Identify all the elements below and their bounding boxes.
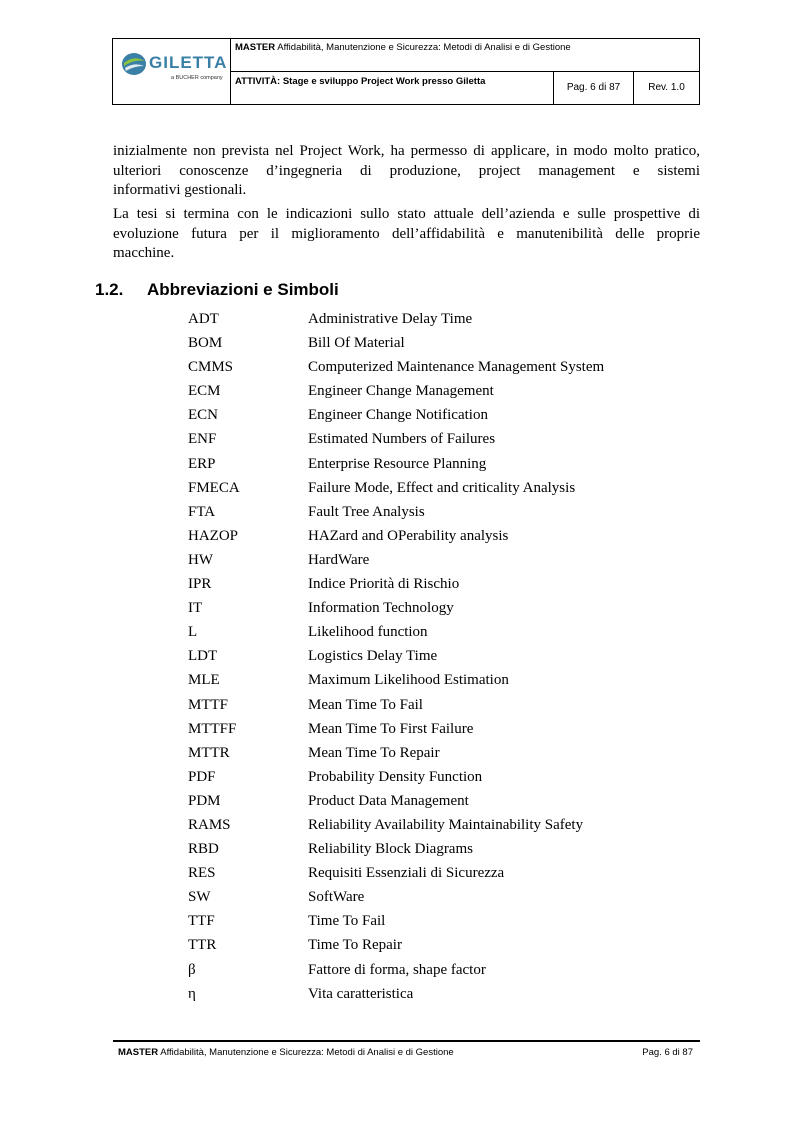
- abbreviation-definition: Estimated Numbers of Failures: [308, 431, 496, 448]
- footer-master-bold: MASTER: [118, 1047, 159, 1058]
- logo-cell: [113, 39, 231, 104]
- abbreviation-definition: Time To Fail: [308, 913, 386, 930]
- abbreviation-definition: Reliability Block Diagrams: [308, 841, 473, 858]
- abbreviation-term: FMECA: [188, 479, 240, 496]
- abbreviation-term: RBD: [188, 841, 219, 858]
- abbreviation-definition: Bill Of Material: [308, 335, 405, 352]
- abbreviation-row: [188, 767, 708, 791]
- paragraph-2-last-line: macchine.: [113, 245, 175, 261]
- abbreviation-row: [188, 405, 708, 429]
- abbreviation-definition: Engineer Change Notification: [308, 407, 488, 424]
- abbreviation-term: HAZOP: [188, 527, 239, 544]
- abbreviation-term: ENF: [188, 431, 217, 448]
- abbreviation-row: [188, 670, 708, 694]
- abbreviation-definition: Probability Density Function: [308, 768, 483, 785]
- abbreviation-row: [188, 333, 708, 357]
- abbreviation-term: ERP: [188, 455, 216, 472]
- abbreviation-row: [188, 381, 708, 405]
- abbreviation-row: [188, 960, 708, 984]
- abbreviation-term: ECM: [188, 383, 221, 400]
- abbreviation-term: TTF: [188, 913, 215, 930]
- logo-mark-icon: [121, 51, 147, 77]
- abbreviation-term: IT: [188, 600, 203, 617]
- abbreviation-term: PDF: [188, 768, 216, 785]
- abbreviation-definition: Enterprise Resource Planning: [308, 455, 487, 472]
- abbreviation-row: [188, 429, 708, 453]
- abbreviation-term: SW: [188, 889, 211, 906]
- abbreviation-term: MTTFF: [188, 720, 237, 737]
- giletta-logo: [121, 51, 226, 85]
- header-master-bold: MASTER: [235, 42, 276, 53]
- abbreviations-list: [188, 309, 708, 1008]
- abbreviation-definition: Requisiti Essenziali di Sicurezza: [308, 865, 505, 882]
- abbreviation-term: ADT: [188, 311, 219, 327]
- abbreviation-term: IPR: [188, 576, 212, 593]
- abbreviation-row: [188, 646, 708, 670]
- abbreviation-term: MTTF: [188, 696, 229, 713]
- section-number: 1.2.: [95, 280, 124, 299]
- footer-master-title: [118, 1047, 454, 1058]
- abbreviation-definition: Information Technology: [308, 600, 454, 617]
- abbreviation-definition: Administrative Delay Time: [308, 311, 473, 327]
- abbreviation-row: [188, 502, 708, 526]
- abbreviation-definition: Product Data Management: [308, 792, 469, 809]
- abbreviation-row: [188, 550, 708, 574]
- abbreviation-row: [188, 478, 708, 502]
- abbreviation-definition: Failure Mode, Effect and criticality Analysis: [308, 479, 576, 496]
- paragraph-1-body: inizialmente non prevista nel Project Work, ha permesso di applicare, in modo molto pratico, ulteriori conoscenze d’ingegneria di produzione, project management e sistemi: [113, 143, 700, 179]
- abbreviation-definition: Mean Time To Repair: [308, 744, 440, 761]
- section-heading: [95, 280, 339, 300]
- abbreviation-term: TTR: [188, 937, 217, 954]
- abbreviation-definition: Reliability Availability Maintainability Safety: [308, 816, 584, 833]
- abbreviation-definition: Mean Time To Fail: [308, 696, 423, 713]
- abbreviation-term: HW: [188, 551, 213, 568]
- abbreviation-definition: Likelihood function: [308, 624, 428, 641]
- abbreviation-term: MTTR: [188, 744, 230, 761]
- abbreviation-definition: Engineer Change Management: [308, 383, 494, 400]
- abbreviation-definition: HAZard and OPerability analysis: [308, 527, 509, 544]
- abbreviation-row: [188, 887, 708, 911]
- abbreviation-row: [188, 309, 708, 333]
- abbreviation-row: [188, 357, 708, 381]
- abbreviation-definition: Fault Tree Analysis: [308, 503, 425, 520]
- abbreviation-definition: HardWare: [308, 551, 370, 568]
- abbreviation-row: [188, 598, 708, 622]
- abbreviation-term: FTA: [188, 503, 216, 520]
- abbreviation-row: [188, 695, 708, 719]
- abbreviation-row: [188, 622, 708, 646]
- abbreviation-row: [188, 791, 708, 815]
- paragraph-2: [113, 205, 700, 264]
- footer-page-number: Pag. 6 di 87: [642, 1047, 693, 1058]
- abbreviation-term: CMMS: [188, 359, 234, 376]
- footer-divider: [113, 1040, 700, 1042]
- paragraph-1: [113, 142, 700, 201]
- abbreviation-row: [188, 863, 708, 887]
- abbreviation-term: RAMS: [188, 816, 231, 833]
- logo-wordmark: GILETTA: [149, 53, 228, 72]
- abbreviation-term: LDT: [188, 648, 218, 665]
- logo-subtext: a BUCHER company: [171, 75, 223, 81]
- header-row-2: [231, 72, 699, 104]
- abbreviation-term: ECN: [188, 407, 218, 424]
- abbreviation-row: [188, 574, 708, 598]
- abbreviation-row: [188, 743, 708, 767]
- abbreviation-term: RES: [188, 865, 216, 882]
- section-title: Abbreviazioni e Simboli: [147, 280, 339, 299]
- abbreviation-row: [188, 935, 708, 959]
- page-header: [112, 38, 700, 105]
- abbreviation-row: [188, 911, 708, 935]
- abbreviation-row: [188, 454, 708, 478]
- header-activity: ATTIVITÀ: Stage e sviluppo Project Work presso Giletta: [231, 72, 554, 104]
- paragraph-1-last-line: informativi gestionali.: [113, 182, 247, 198]
- abbreviation-row: [188, 839, 708, 863]
- abbreviation-term: L: [188, 624, 198, 641]
- abbreviation-row: [188, 815, 708, 839]
- abbreviation-definition: Time To Repair: [308, 937, 402, 954]
- abbreviation-term: MLE: [188, 672, 220, 689]
- abbreviation-term: PDM: [188, 792, 221, 809]
- abbreviation-term: BOM: [188, 335, 223, 352]
- abbreviation-definition: SoftWare: [308, 889, 365, 906]
- abbreviation-term: β: [188, 961, 196, 978]
- header-master-rest: Affidabilità, Manutenzione e Sicurezza: Metodi di Analisi e di Gestione: [275, 42, 571, 53]
- paragraph-2-body: La tesi si termina con le indicazioni sullo stato attuale dell’azienda e sulle prospettive di evoluzione futura per il miglioramento dell’affidabilità e manutenibilità delle proprie: [113, 206, 700, 242]
- header-revision: Rev. 1.0: [648, 82, 685, 93]
- abbreviation-definition: Indice Priorità di Rischio: [308, 576, 460, 593]
- abbreviation-row: [188, 984, 708, 1008]
- abbreviation-term: η: [188, 985, 196, 1002]
- footer-master-rest: Affidabilità, Manutenzione e Sicurezza: Metodi di Analisi e di Gestione: [158, 1047, 454, 1058]
- abbreviation-definition: Mean Time To First Failure: [308, 720, 474, 737]
- abbreviation-definition: Maximum Likelihood Estimation: [308, 672, 509, 689]
- abbreviation-definition: Fattore di forma, shape factor: [308, 961, 486, 978]
- abbreviation-row: [188, 526, 708, 550]
- header-page-number: Pag. 6 di 87: [554, 72, 634, 104]
- header-master-title: [231, 39, 699, 72]
- abbreviation-definition: Vita caratteristica: [308, 985, 414, 1002]
- abbreviation-row: [188, 719, 708, 743]
- abbreviation-definition: Logistics Delay Time: [308, 648, 438, 665]
- abbreviation-definition: Computerized Maintenance Management System: [308, 359, 605, 376]
